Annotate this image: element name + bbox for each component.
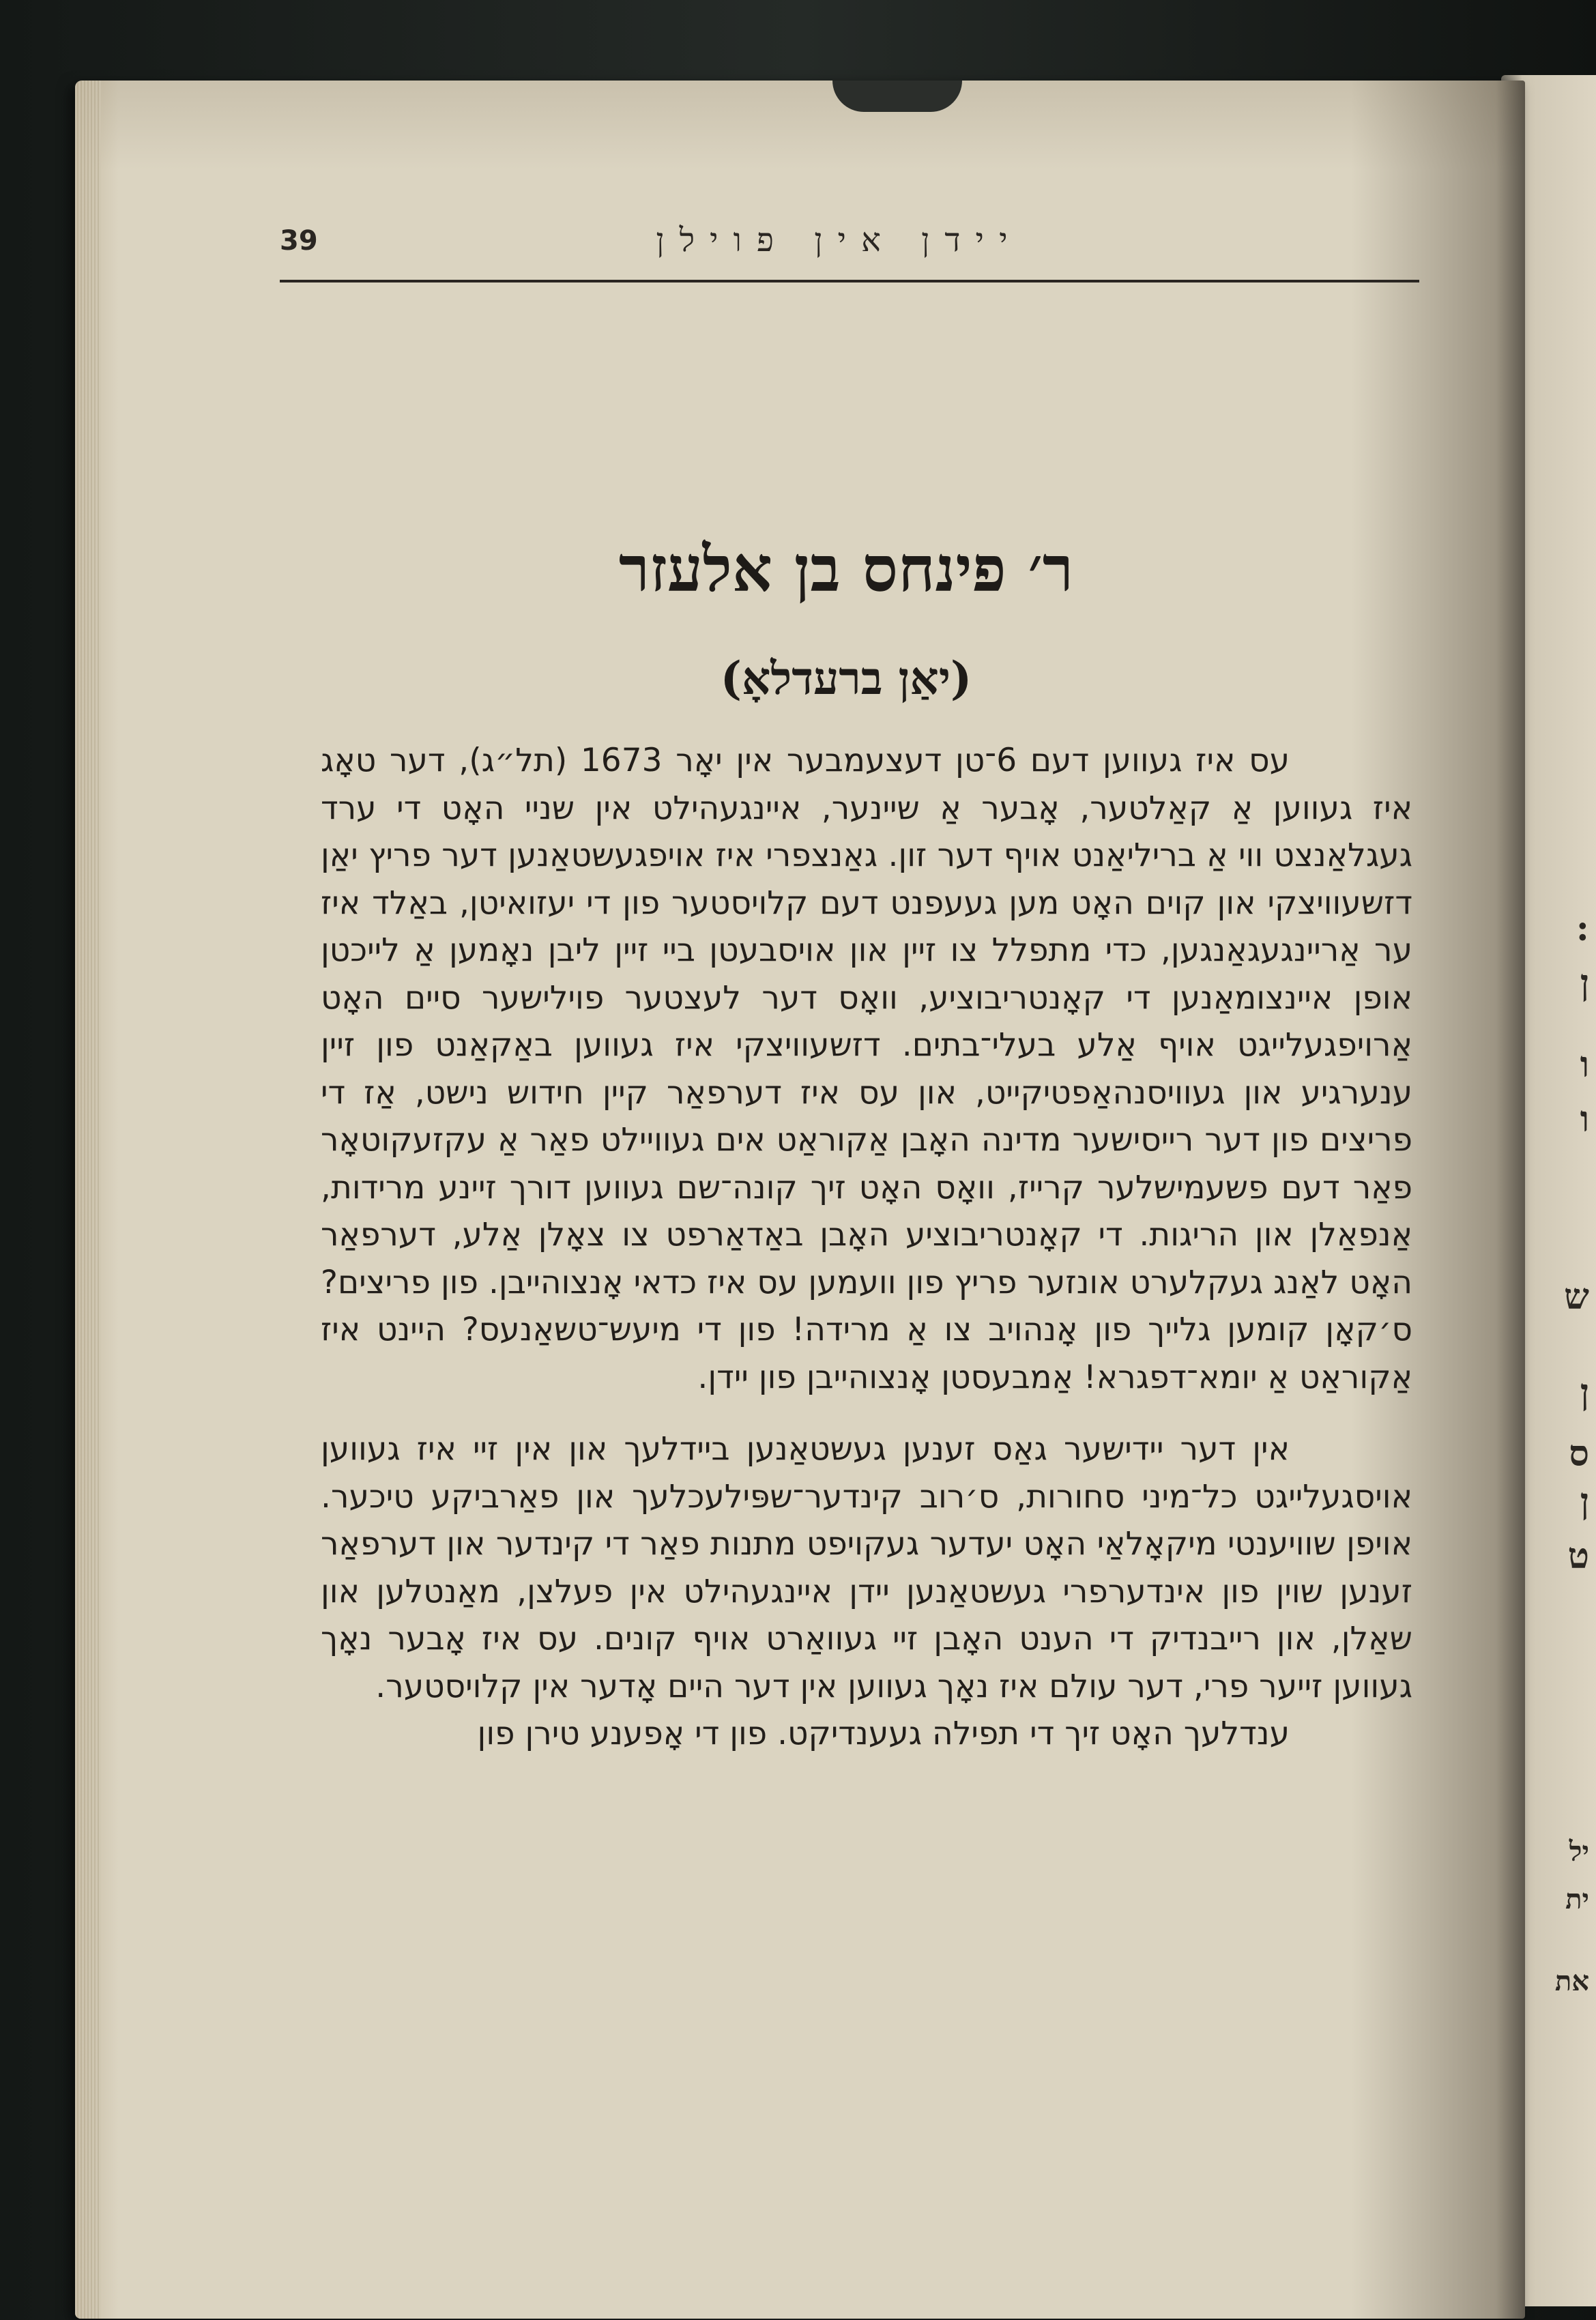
article-body bbox=[321, 737, 1412, 1758]
header-rule bbox=[280, 280, 1419, 282]
facing-page-fragment: ית bbox=[1565, 1883, 1589, 1915]
paragraph: אין דער יידישער גאַס זענען געשטאַנען ביידלעך און אין זיי איז געווען אויסגעלייגט כל־מיני סחורות, ס׳רוב קינדער־שפּילעכלעך און פאַרביקע טיכער. אויפן שוויענטי מיקאָלאַי האָט יעדער געקויפט מתנות פאַר די קינדער און דערפאַר זענען שוין פון אינדערפרי געשטאַנען יידן איינגעהילט אין פעלצן, מאַנטלען און שאַלן, און רייבנדיק די הענט האָבן זיי געוואַרט אויף קונים. עס איז אָבער נאָך געווען זייער פרי, דער עולם איז נאָך געווען אין דער היים אָדער אין קלויסטער. bbox=[321, 1430, 1412, 1705]
facing-page-fragment: ו bbox=[1580, 1044, 1589, 1086]
article-subtitle: (יאַן ברעדלאָ) bbox=[720, 652, 972, 705]
paragraph: ענדלעך האָט זיך די תפילה געענדיקט. פון די אָפענע טירן פון bbox=[477, 1715, 1290, 1752]
page-edge-shading bbox=[75, 81, 101, 2319]
facing-page-fragment: ס bbox=[1569, 1433, 1589, 1475]
facing-page-fragment: ן bbox=[1580, 1481, 1589, 1522]
paragraph: עס איז געווען דעם 6־טן דעצעמבער אין יאָר 1673 (תל״ג), דער טאָג איז געווען אַ קאַלטער, אָבער אַ שיינער, איינגעהילט אין שניי האָט די ערד געגלאַנצט ווי אַ בריליאַנט אויף דער זון. גאַנצפרי איז אויפגעשטאַנען דער פריץ יאַן דזשעוויצקי און קוים האָט מען געעפנט דעם קלויסטער פון די יעזואיטן, באַלד איז ער אַריינגעגאַנגען, כדי מתפלל צו זיין און אויסבעטן ביי זיין ליבן נאָמען אַ לייכטן אופן איינצומאַנען די קאָנטריבוציע, וואָס דער לעצטער פוילישער סיים האָט אַרויפגעלייגט אויף אַלע בעלי־בתים. דזשעוויצקי איז געווען באַקאַנט פון זיין ענערגיע און געוויסנהאַפטיקייט, און עס איז דערפאַר קיין חידוש נישט, אַז די פריצים פון דער רייסישער מדינה האָבן אַקוראַט אים געוויילט פאַר אַ עקזעקוטאָר פאַר דעם פשעמישלער קרייז, וואָס האָט זיך קונה־שם געווען דורך זיינע מרידות, אַנפאַלן און הריגות. די קאָנטריבוציע האָבן באַדאַרפט צו צאָלן אַלע, דערפאַר האָט לאַנג געקלערט אונזער פריץ פון וועמען עס איז כדאי אָנצוהייבן. פון פריצים? ס׳קאָן קומען גלייך פון אָנהויב צו אַ מרידה! פון די מיעש־טשאַנעס? היינט איז אַקוראַט אַ יומא־דפגרא! אַמבעסטן אָנצוהייבן פון יידן. bbox=[321, 742, 1412, 1396]
facing-page-fragment: ן bbox=[1580, 1372, 1589, 1413]
facing-page-fragment: יל bbox=[1569, 1836, 1589, 1868]
facing-page-fragment: את bbox=[1554, 1965, 1589, 1997]
facing-page-fragment: ט bbox=[1567, 1535, 1589, 1577]
facing-page-fragment: ו bbox=[1580, 1099, 1589, 1140]
page-header bbox=[280, 221, 1426, 287]
facing-page-fragment: ש bbox=[1564, 1276, 1589, 1318]
article-title: ר׳ פינחס בן אלעזר bbox=[618, 532, 1074, 606]
page-top-notch bbox=[832, 81, 962, 112]
facing-page-fragment: : bbox=[1576, 908, 1589, 949]
facing-page-fragment: ן bbox=[1580, 962, 1589, 1004]
page-number: 39 bbox=[280, 225, 318, 257]
running-head: יידן אין פוילן bbox=[656, 221, 1023, 259]
